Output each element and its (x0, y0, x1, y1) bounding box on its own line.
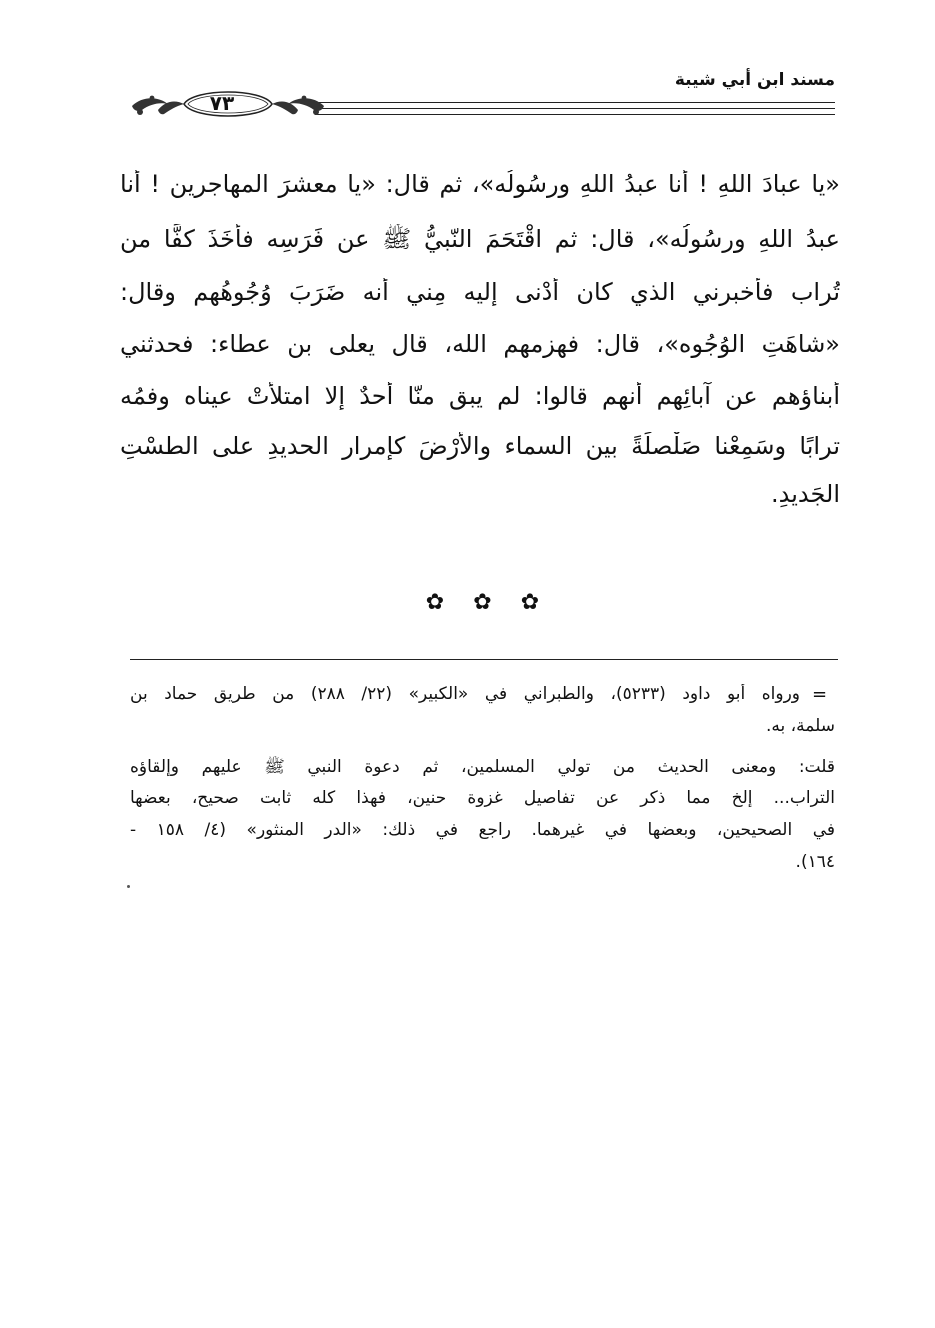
footnote-line: ١٦٤). (795, 852, 835, 872)
print-speck (127, 885, 130, 888)
header-rule-middle (315, 108, 835, 109)
footnote-continuation-marker: = (812, 684, 828, 705)
flower-ornament-icon: ✿ (473, 590, 492, 615)
footnote-rule (130, 659, 838, 660)
main-text-line: الجَديدِ. (771, 480, 840, 508)
flower-ornament-icon: ✿ (425, 590, 445, 615)
footnote-line: في الصحيحين، وبعضها في غيرهما. راجع في ذلك: «الدر المنثور» (٤/ ١٥٨ - (130, 820, 835, 840)
main-text-line: تُراب فأخبرني الذي كان أَدْنى إليه مِني أنه ضَرَبَ وُجُوهُهم وقال: (120, 278, 840, 306)
section-separator (420, 588, 545, 618)
main-text-line: ترابًا وسَمِعْنا صَلْصلَةً بين السماء والأَرْضَ كإمرار الحديدِ على الطسْتِ (120, 432, 840, 460)
main-text-line: «شاهَتِ الوُجُوه»، قال: فهزمهم الله، قال يعلى بن عطاء: فحدثني (120, 330, 840, 358)
main-text-block (120, 160, 840, 520)
footnote-line: قلت: ومعنى الحديث من تولي المسلمين، ثم دعوة النبي ﷺ عليهم وإلقاؤه (130, 757, 835, 777)
footnote-line: التراب... إلخ مما ذكر عن تفاصيل غزوة حنين، فهذا كله ثابت صحيح، بعضها (130, 788, 835, 808)
flower-ornament-icon: ✿ (520, 590, 540, 615)
header-rule-top (315, 102, 835, 103)
main-text-line: «يا عبادَ اللهِ ! أنا عبدُ اللهِ ورسُولُه»، ثم قال: «يا معشرَ المهاجرين ! أنا (120, 170, 840, 198)
main-text-line: عبدُ اللهِ ورسُولُه»، قال: ثم اقْتَحَمَ النّبيُّ ﷺ عن فَرَسِه فأَخَذَ كفًّا من (120, 225, 840, 253)
footnote-line: سلمة، به. (766, 716, 835, 736)
main-text-line: أبناؤهم عن آبائِهم أنهم قالوا: لم يبق منّا أحدٌ إلا امتلأتْ عيناه وفمُه (120, 382, 840, 410)
page-number: ٧٣ (209, 91, 235, 115)
book-title: مسند ابن أبي شيبة (674, 70, 835, 90)
header-rule-bottom (315, 114, 835, 115)
footnote-line: ورواه أبو داود (٥٢٣٣)، والطبراني في «الكبير» (٢٢/ ٢٨٨) من طريق حماد بن (130, 684, 800, 704)
